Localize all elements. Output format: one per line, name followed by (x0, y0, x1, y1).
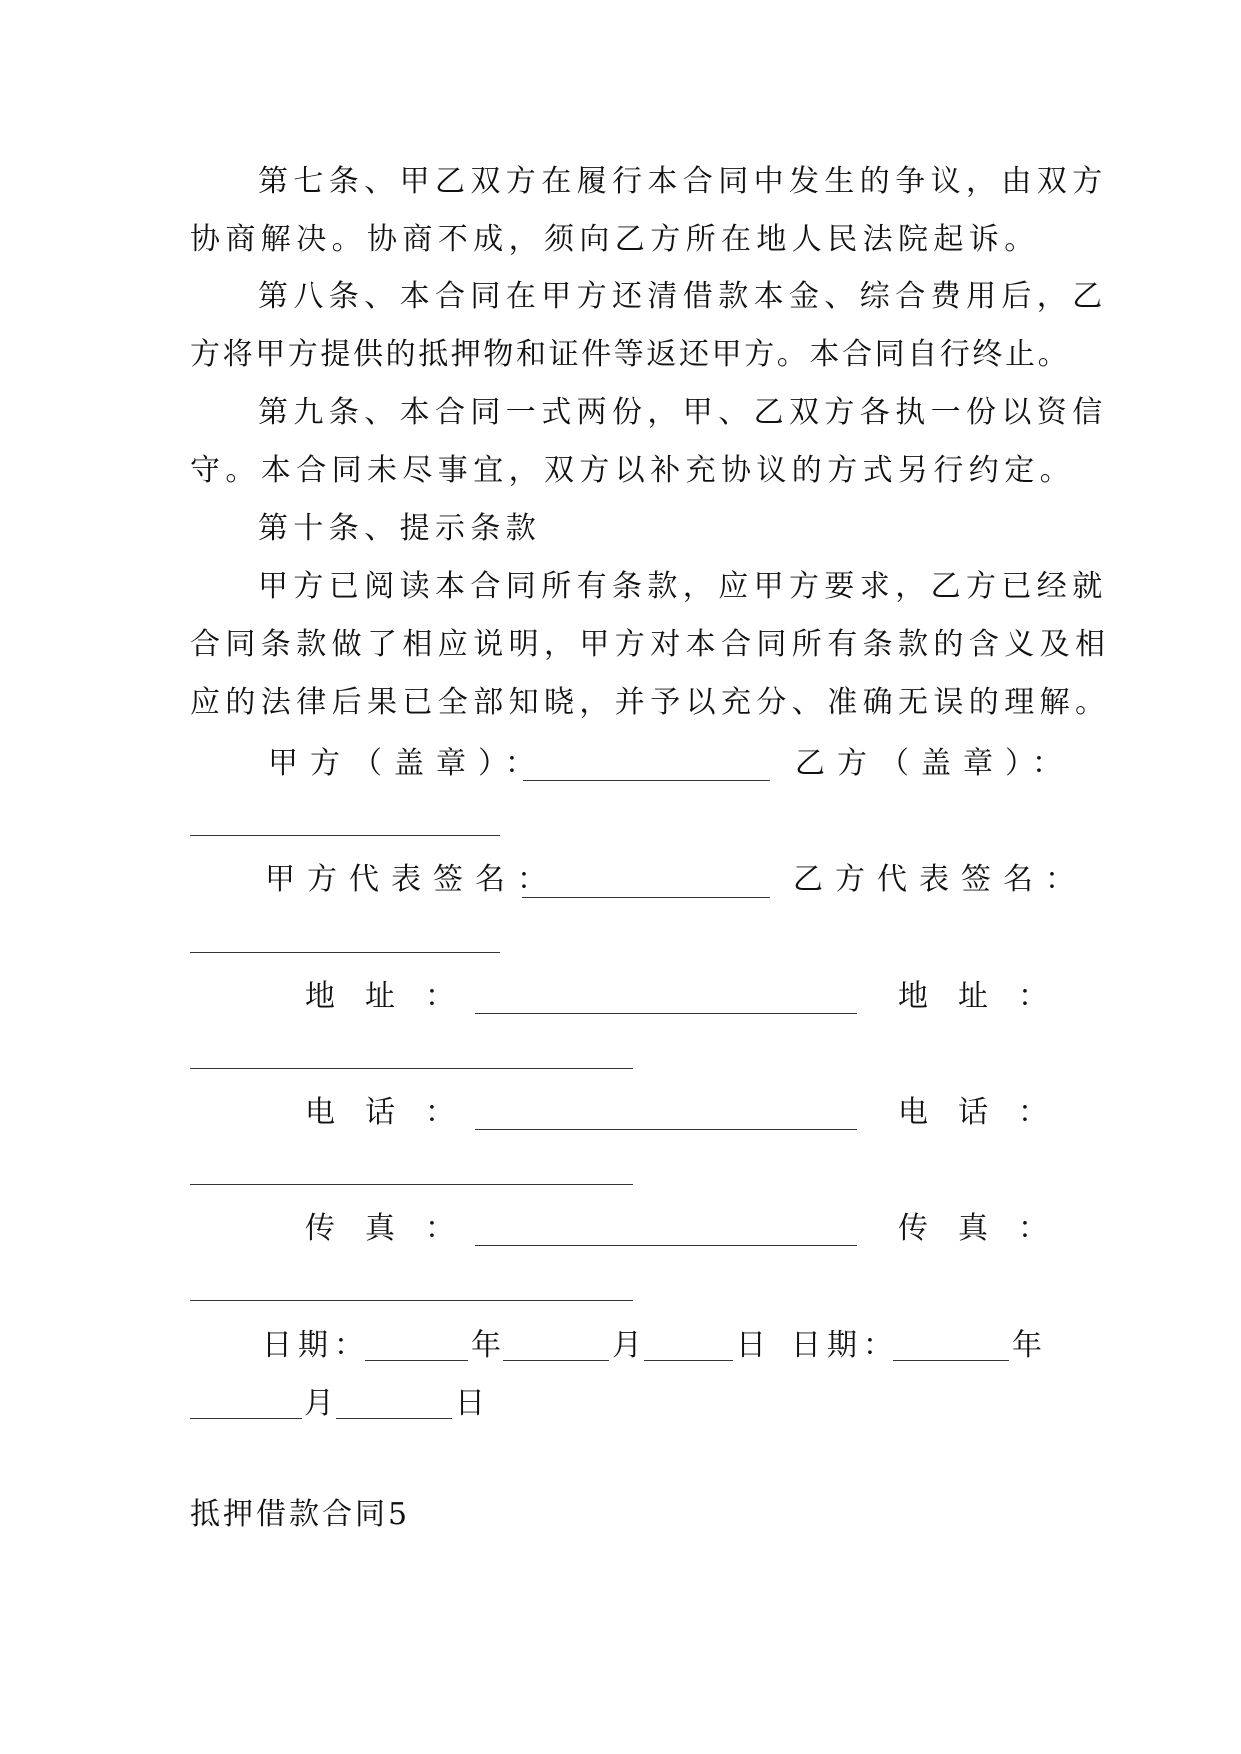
address-b-blank[interactable] (190, 1068, 633, 1069)
address-row (0, 967, 1241, 1027)
next-contract-title: 抵押借款合同5 (190, 1497, 411, 1532)
date-b-continuation-row (0, 1374, 1241, 1434)
party-b-seal-label: 乙方（盖章）： (795, 746, 1074, 781)
party-b-seal-blank[interactable] (190, 835, 500, 836)
party-a-rep-label: 甲方代表签名： (265, 862, 559, 897)
address-a-blank[interactable] (475, 1013, 857, 1014)
fax-a-blank[interactable] (475, 1245, 857, 1246)
date-b-month-blank[interactable] (190, 1418, 302, 1419)
address-b-label: 地址： (898, 979, 1078, 1014)
fax-b-blank[interactable] (190, 1300, 633, 1301)
article-7-line-2: 协商解决。协商不成，须向乙方所在地人民法院起诉。 (190, 222, 1040, 257)
party-a-seal-blank[interactable] (523, 780, 770, 781)
article-8-line-1: 第八条、本合同在甲方还清借款本金、综合费用后，乙 (258, 279, 1108, 314)
fax-b-label: 传真： (898, 1211, 1078, 1246)
address-a-label: 地址： (305, 979, 485, 1014)
phone-a-blank[interactable] (475, 1129, 857, 1130)
fax-row (0, 1199, 1241, 1259)
date-b-label: 日期： (791, 1328, 899, 1363)
article-10-line-3: 应的法律后果已全部知晓，并予以充分、准确无误的理解。 (190, 685, 1111, 720)
date-b-day-blank[interactable] (336, 1418, 452, 1419)
phone-b-label: 电话： (898, 1095, 1078, 1130)
date-b-month: 月 (304, 1386, 334, 1421)
phone-b-blank[interactable] (190, 1184, 633, 1185)
date-b-year: 年 (1012, 1328, 1042, 1363)
article-9-line-2: 守。本合同未尽事宜，双方以补充协议的方式另行约定。 (190, 453, 1075, 488)
fax-a-label: 传真： (305, 1211, 485, 1246)
date-a-day: 日 (736, 1328, 766, 1363)
date-a-label: 日期： (262, 1328, 370, 1363)
party-a-seal-label: 甲方（盖章）： (268, 746, 547, 781)
date-a-year: 年 (471, 1328, 501, 1363)
article-8-line-2: 方将甲方提供的抵押物和证件等返还甲方。本合同自行终止。 (190, 337, 1071, 372)
article-10-line-1: 甲方已阅读本合同所有条款，应甲方要求，乙方已经就 (258, 569, 1108, 604)
representative-row (0, 850, 1241, 910)
party-b-rep-label: 乙方代表签名： (793, 862, 1087, 897)
date-row (0, 1316, 1241, 1376)
date-a-month-blank[interactable] (503, 1360, 609, 1361)
article-7-line-1: 第七条、甲乙双方在履行本合同中发生的争议，由双方 (258, 164, 1108, 199)
date-b-year-blank[interactable] (893, 1360, 1009, 1361)
seal-row (0, 734, 1241, 794)
date-b-day: 日 (455, 1386, 485, 1421)
date-a-day-blank[interactable] (644, 1360, 733, 1361)
phone-row (0, 1083, 1241, 1143)
article-10-line-2: 合同条款做了相应说明，甲方对本合同所有条款的含义及相 (190, 627, 1111, 662)
article-10-heading: 第十条、提示条款 (258, 511, 542, 546)
article-9-line-1: 第九条、本合同一式两份，甲、乙双方各执一份以资信 (258, 395, 1108, 430)
date-a-year-blank[interactable] (365, 1360, 468, 1361)
party-a-rep-blank[interactable] (522, 897, 770, 898)
phone-a-label: 电话： (305, 1095, 485, 1130)
party-b-rep-blank[interactable] (190, 952, 500, 953)
date-a-month: 月 (612, 1328, 642, 1363)
